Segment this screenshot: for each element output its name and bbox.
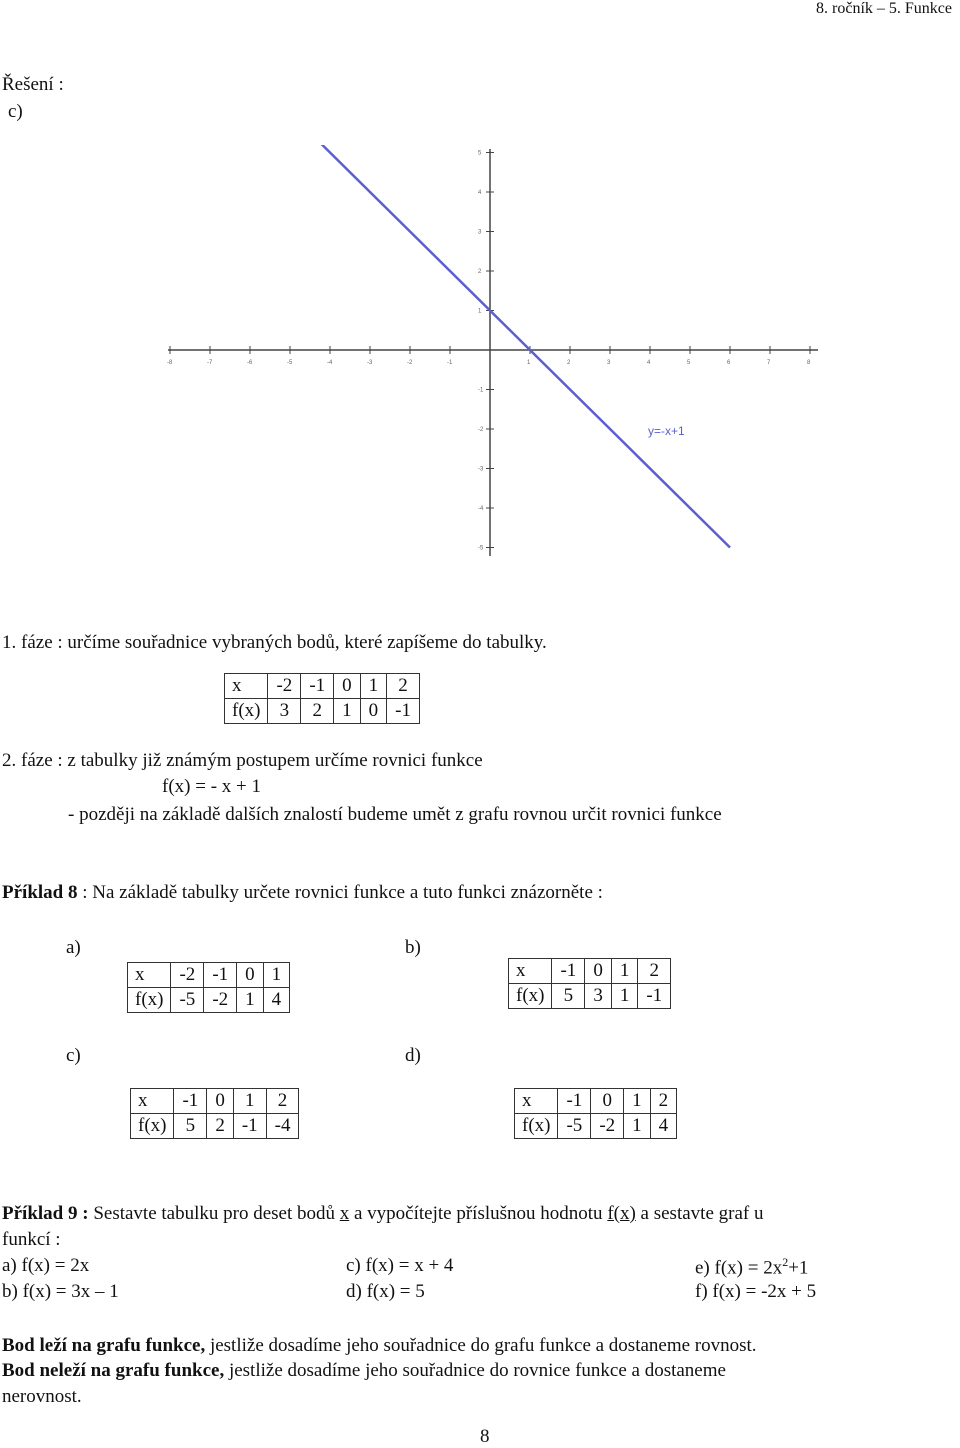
- rule-bold: Bod neleží na grafu funkce,: [2, 1360, 225, 1381]
- table-cell: 3: [585, 984, 612, 1009]
- table-cell: -4: [266, 1114, 299, 1139]
- table-cell: 1: [624, 1114, 651, 1139]
- example8-part-a-label: a): [66, 937, 81, 958]
- solution-heading: Řešení :: [2, 74, 64, 95]
- table-cell: 1: [334, 699, 361, 724]
- table-cell: -1: [558, 1089, 591, 1114]
- y-tick-label: -5: [478, 545, 484, 552]
- x-tick-label: 5: [687, 360, 691, 366]
- table-cell: x: [128, 963, 171, 988]
- example8-part-c-label: c): [66, 1045, 81, 1066]
- table-cell: -2: [268, 674, 301, 699]
- table-cell: f(x): [515, 1114, 558, 1139]
- example8-heading: [2, 882, 603, 904]
- table-cell: x: [515, 1089, 558, 1114]
- table-cell: -5: [558, 1114, 591, 1139]
- table-cell: f(x): [509, 984, 552, 1009]
- x-tick-label: -3: [367, 360, 373, 366]
- phase2-equation: f(x) = - x + 1: [162, 776, 261, 797]
- solution-part-label: c): [8, 101, 23, 122]
- y-tick-label: 4: [478, 190, 482, 196]
- example9-item-e-text: +1: [788, 1257, 809, 1279]
- rule-text: jestliže dosadíme jeho souřadnice do rovnice funkce a dostaneme: [224, 1360, 726, 1381]
- example9-label: Příklad 9 :: [2, 1203, 89, 1224]
- table-row: [515, 1114, 677, 1139]
- example8-table-b: [508, 958, 671, 1009]
- table-row: [128, 963, 290, 988]
- x-tick-label: -6: [247, 360, 253, 366]
- x-tick-label: -7: [207, 360, 213, 366]
- table-cell: 0: [207, 1089, 234, 1114]
- rule-lies-on-graph: [2, 1335, 757, 1357]
- page-number: 8: [480, 1426, 490, 1447]
- table-cell: -2: [591, 1114, 624, 1139]
- table-row: [128, 988, 290, 1013]
- table-row: [131, 1089, 299, 1114]
- table-cell: 2: [387, 674, 420, 699]
- x-tick-label: 6: [727, 360, 731, 366]
- table-cell: -5: [171, 988, 204, 1013]
- table-cell: 1: [611, 959, 638, 984]
- table-cell: 4: [650, 1114, 677, 1139]
- table-cell: -1: [174, 1089, 207, 1114]
- table-cell: -1: [204, 963, 237, 988]
- table-cell: 5: [552, 984, 585, 1009]
- example8-table-a: [127, 962, 290, 1013]
- example8-table-d: [514, 1088, 677, 1139]
- y-tick-label: -4: [478, 506, 484, 512]
- table-row: [509, 959, 671, 984]
- table-cell: f(x): [131, 1114, 174, 1139]
- example9-item-e: [695, 1255, 808, 1279]
- example9-item-d: d) f(x) = 5: [346, 1281, 425, 1302]
- example9-text: Sestavte tabulku pro deset bodů: [88, 1203, 340, 1224]
- x-tick-label: 1: [527, 360, 531, 366]
- y-tick-label: 2: [478, 269, 482, 275]
- table-cell: 0: [591, 1089, 624, 1114]
- x-tick-label: -1: [447, 360, 453, 366]
- table-cell: 1: [263, 963, 290, 988]
- table-cell: 1: [360, 674, 387, 699]
- example8-part-d-label: d): [405, 1045, 421, 1066]
- series-line: [310, 145, 730, 548]
- table-cell: 5: [174, 1114, 207, 1139]
- example9-line1: [2, 1203, 763, 1225]
- table-cell: -1: [638, 984, 671, 1009]
- table-row: [509, 984, 671, 1009]
- phase2-line1: 2. fáze : z tabulky již známým postupem určíme rovnici funkce: [2, 750, 483, 771]
- table-row: [515, 1089, 677, 1114]
- rule-not-on-graph-cont: nerovnost.: [2, 1386, 82, 1407]
- graph-ticks: [167, 151, 811, 552]
- example9-text: a vypočítejte příslušnou hodnotu: [349, 1203, 608, 1224]
- table-cell: 1: [237, 988, 264, 1013]
- example9-item-e-exponent: 2: [782, 1255, 789, 1269]
- table-cell: 2: [650, 1089, 677, 1114]
- phase2-note: - později na základě dalších znalostí budeme umět z grafu rovnou určit rovnici funkce: [68, 804, 722, 825]
- table-cell: -1: [233, 1114, 266, 1139]
- table-cell: -1: [301, 674, 334, 699]
- table-cell: 4: [263, 988, 290, 1013]
- example9-item-e-text: e) f(x) = 2x: [695, 1257, 783, 1279]
- example8-part-b-label: b): [405, 937, 421, 958]
- example9-text: a sestavte graf u: [635, 1203, 764, 1224]
- table-cell: 2: [207, 1114, 234, 1139]
- example9-item-b: b) f(x) = 3x – 1: [2, 1281, 119, 1302]
- rule-bold: Bod leží na grafu funkce,: [2, 1335, 206, 1356]
- y-tick-label: 5: [478, 150, 482, 157]
- x-tick-label: -4: [327, 360, 333, 366]
- phase1-text: 1. fáze : určíme souřadnice vybraných bodů, které zapíšeme do tabulky.: [2, 632, 547, 653]
- table-cell: 0: [360, 699, 387, 724]
- table-cell: 2: [638, 959, 671, 984]
- table-cell: x: [131, 1089, 174, 1114]
- y-tick-label: -3: [478, 466, 484, 473]
- example9-x: x: [339, 1203, 350, 1224]
- example9-item-f: f) f(x) = -2x + 5: [695, 1281, 817, 1302]
- table-cell: f(x): [128, 988, 171, 1013]
- graph-axes: [168, 149, 818, 556]
- graph-line: [310, 145, 730, 548]
- table-cell: 1: [233, 1089, 266, 1114]
- x-tick-label: -8: [167, 360, 173, 366]
- example9-item-a: a) f(x) = 2x: [2, 1255, 90, 1276]
- graph-legend-label: y=-x+1: [648, 424, 685, 438]
- x-tick-label: -5: [287, 360, 293, 366]
- table-cell: 3: [268, 699, 301, 724]
- y-tick-label: 1: [478, 308, 482, 315]
- x-tick-label: 4: [647, 360, 651, 366]
- table-cell: -2: [171, 963, 204, 988]
- page-header: 8. ročník – 5. Funkce: [816, 0, 952, 17]
- table-cell: 0: [585, 959, 612, 984]
- x-tick-label: 2: [567, 360, 571, 366]
- table-row: [225, 699, 420, 724]
- table-cell: -1: [387, 699, 420, 724]
- function-graph: [160, 145, 820, 560]
- table-cell: x: [225, 674, 268, 699]
- table-cell: -1: [552, 959, 585, 984]
- example8-label: Příklad 8: [2, 882, 78, 903]
- x-tick-label: 3: [607, 360, 611, 366]
- y-tick-label: 3: [478, 229, 482, 236]
- rule-text: jestliže dosadíme jeho souřadnice do grafu funkce a dostaneme rovnost.: [205, 1335, 757, 1356]
- phase1-table: [224, 673, 420, 724]
- x-tick-label: 7: [767, 360, 771, 366]
- example9-item-c: c) f(x) = x + 4: [346, 1255, 454, 1276]
- table-cell: x: [509, 959, 552, 984]
- table-row: [131, 1114, 299, 1139]
- y-tick-label: -2: [478, 427, 484, 433]
- table-row: [225, 674, 420, 699]
- table-cell: 0: [334, 674, 361, 699]
- example9-fx: f(x): [607, 1203, 636, 1224]
- example9-line2: funkcí :: [2, 1229, 61, 1250]
- example8-table-c: [130, 1088, 299, 1139]
- example8-text: : Na základě tabulky určete rovnici funkce a tuto funkci znázorněte :: [77, 882, 603, 903]
- rule-not-on-graph: [2, 1360, 726, 1382]
- table-cell: 1: [611, 984, 638, 1009]
- x-tick-label: 8: [807, 360, 811, 366]
- table-cell: 2: [301, 699, 334, 724]
- x-tick-label: -2: [407, 360, 413, 366]
- table-cell: 0: [237, 963, 264, 988]
- table-cell: 2: [266, 1089, 299, 1114]
- table-cell: 1: [624, 1089, 651, 1114]
- table-cell: -2: [204, 988, 237, 1013]
- y-tick-label: -1: [478, 387, 484, 394]
- table-cell: f(x): [225, 699, 268, 724]
